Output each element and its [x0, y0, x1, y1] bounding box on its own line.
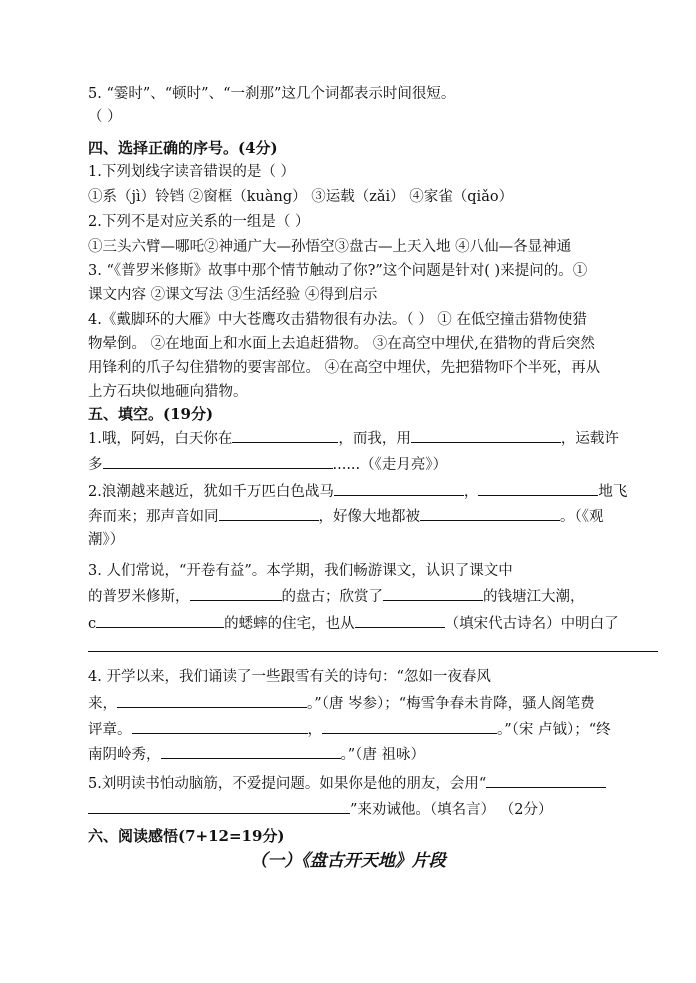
- fill-2-line1: [88, 480, 660, 503]
- blank-line[interactable]: [117, 692, 307, 708]
- fill-text: 南阴岭秀，: [88, 747, 161, 763]
- choice-q4-line4: 上方石块似地砸向猎物。: [88, 384, 248, 400]
- fill-4-line4: [88, 743, 660, 766]
- fill-1-line1: [88, 427, 660, 450]
- blank-line[interactable]: [411, 427, 561, 443]
- fill-text: 的蟋蟀的住宅，也从: [224, 616, 355, 632]
- blank-line[interactable]: [322, 718, 497, 734]
- fill-text: 的盘古；欣赏了: [281, 589, 383, 605]
- fill-text: 。”（宋 卢钺）；“终: [497, 722, 611, 738]
- fill-3-line2: [88, 585, 660, 608]
- fill-text: ，而我，用: [338, 431, 411, 447]
- blank-line[interactable]: [232, 427, 338, 443]
- fill-text: ，: [463, 484, 479, 500]
- choice-q1-options: ①系（jì）铃铛 ②窗框（kuàng） ③运载（zǎi） ④家雀（qiǎo）: [88, 189, 514, 205]
- choice-q3-line2: 课文内容 ②课文写法 ③生活经验 ④得到启示: [88, 287, 378, 303]
- answer-parentheses: （ ）: [88, 109, 122, 125]
- blank-line[interactable]: [161, 743, 341, 759]
- fill-4-line1: 4. 开学以来，我们诵读了一些跟雪有关的诗句：“忽如一夜春风: [88, 669, 491, 685]
- blank-line[interactable]: [96, 612, 224, 628]
- section-4-heading: 四、选择正确的序号。(4分): [88, 139, 278, 157]
- fill-4-line2: [88, 692, 660, 715]
- fill-2-line2: [88, 505, 660, 528]
- fill-text: 5.刘明读书怕动脑筋，不爱提问题。如果你是他的朋友，会用“: [88, 776, 487, 792]
- fill-text: 奔而来；那声音如同: [88, 509, 219, 525]
- fill-3-line4: [88, 636, 660, 659]
- fill-text: 多: [88, 457, 103, 473]
- fill-text: 。”（唐 岑参）；“梅雪争春未肯降，骚人阁笔费: [307, 696, 595, 712]
- blank-line[interactable]: [103, 453, 333, 469]
- question-5-statement: 5. “霎时”、“顿时”、“一刹那”这几个词都表示时间很短。: [88, 86, 456, 102]
- fill-text: 地飞: [598, 484, 628, 500]
- reading-passage-title: （一）《盘古开天地》片段: [250, 851, 446, 871]
- fill-5-line1: [88, 772, 660, 795]
- fill-text: ，好像大地都被: [318, 509, 420, 525]
- section-6-heading: 六、阅读感悟(7+12=19分): [88, 827, 285, 845]
- fill-5-line2: [88, 798, 660, 821]
- choice-q4-line2: 物晕倒。 ②在地面上和水面上去追赶猎物。 ③在高空中埋伏,在猎物的背后突然: [88, 336, 595, 352]
- fill-text: 。”（唐 祖咏）: [340, 747, 426, 763]
- fill-1-line2: [88, 453, 660, 476]
- blank-line[interactable]: [190, 585, 282, 601]
- fill-text: 。（《观: [560, 509, 604, 525]
- blank-line[interactable]: [88, 636, 658, 652]
- fill-text: 2.浪潮越来越近，犹如千万匹白色战马: [88, 484, 334, 500]
- fill-text: 的普罗米修斯，: [88, 589, 190, 605]
- fill-text: 1.哦，阿妈，白天你在: [88, 431, 233, 447]
- blank-line[interactable]: [88, 798, 350, 814]
- blank-line[interactable]: [219, 505, 319, 521]
- fill-text: 评章。: [88, 722, 132, 738]
- fill-2-line3: 潮》）: [88, 532, 125, 548]
- fill-text: ”来劝诫他。（填名言） （2分）: [350, 802, 553, 818]
- fill-3-line1: 3. 人们常说，“开卷有益”。本学期，我们畅游课文，认识了课文中: [88, 563, 513, 579]
- fill-text: 来，: [88, 696, 117, 712]
- choice-q4-line3: 用锋利的爪子勾住猎物的要害部位。 ④在高空中埋伏，先把猎物吓个半死，再从: [88, 360, 601, 376]
- choice-q4-line1: 4.《戴脚环的大雁》中大苍鹰攻击猎物很有办法。（ ） ① 在低空撞击猎物使猎: [88, 312, 587, 328]
- section-5-heading: 五、填空。(19分): [88, 405, 214, 423]
- fill-text: ......（《走月亮》）: [332, 457, 448, 473]
- blank-line[interactable]: [478, 480, 598, 496]
- blank-line[interactable]: [334, 480, 464, 496]
- choice-q1: 1.下列划线字读音错误的是（ ）: [88, 164, 295, 180]
- choice-q2-options: ①三头六臂—哪吒②神通广大—孙悟空③盘古—上天入地 ④八仙—各显神通: [88, 239, 572, 255]
- fill-4-line3: [88, 718, 660, 741]
- choice-q2: 2.下列不是对应关系的一组是（ ）: [88, 214, 310, 230]
- fill-text: 的钱塘江大潮，: [483, 589, 585, 605]
- blank-line[interactable]: [486, 772, 606, 788]
- blank-line[interactable]: [420, 505, 560, 521]
- fill-text: ，运载许: [560, 431, 619, 447]
- fill-text: c: [88, 616, 97, 632]
- blank-line[interactable]: [132, 718, 308, 734]
- blank-line[interactable]: [383, 585, 483, 601]
- fill-3-line3: [88, 612, 660, 635]
- blank-line[interactable]: [355, 612, 445, 628]
- fill-text: （填宋代古诗名）中明白了: [444, 616, 619, 632]
- choice-q3-line1: 3. “《普罗米修斯》故事中那个情节触动了你?”这个问题是针对( )来提问的。①: [88, 263, 588, 279]
- fill-text: ，: [307, 722, 322, 738]
